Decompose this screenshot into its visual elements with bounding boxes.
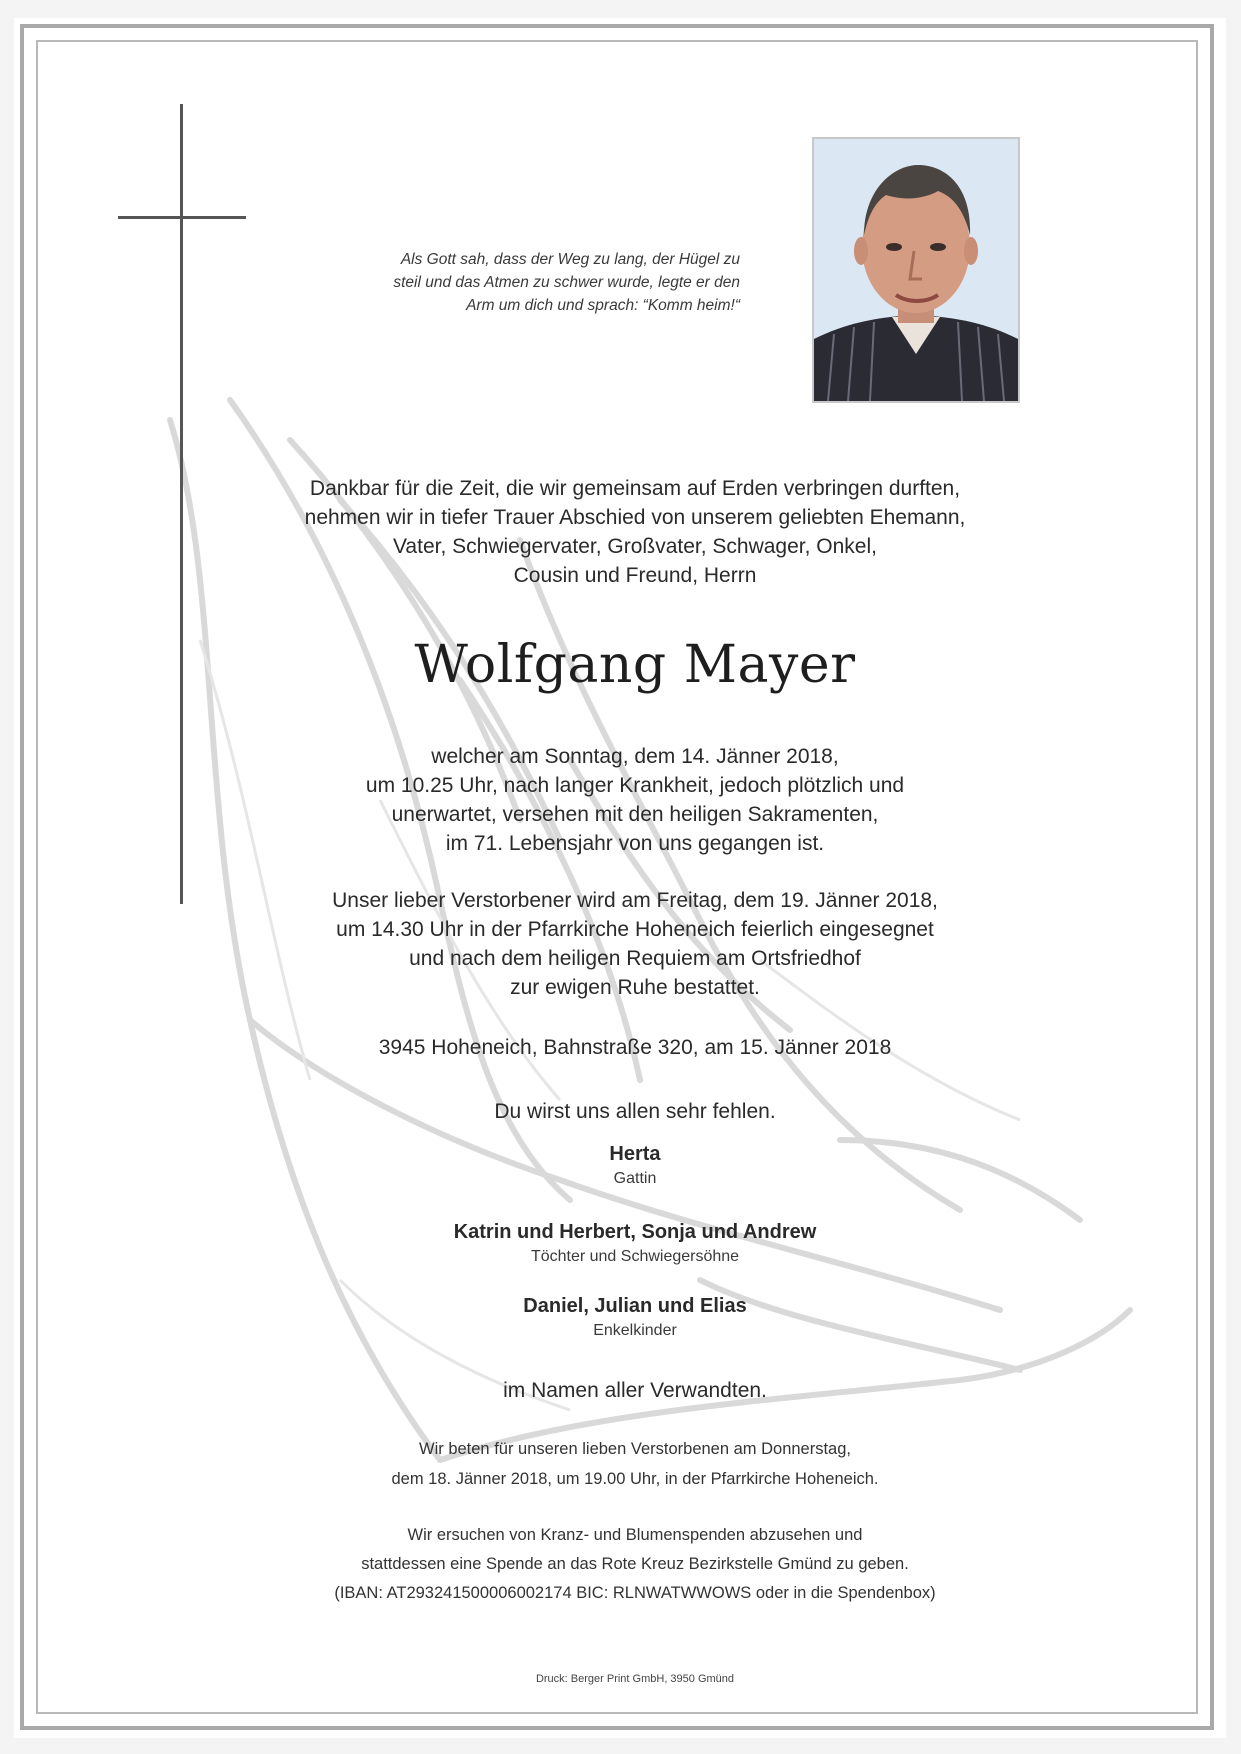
intro-text (140, 474, 1130, 590)
family-role: Gattin (613, 1170, 657, 1187)
intro-line: nehmen wir in tiefer Trauer Abschied von unserem geliebten Ehemann, (304, 506, 966, 529)
intro-line: Cousin und Freund, Herrn (513, 564, 757, 587)
place-date: 3945 Hoheneich, Bahnstraße 320, am 15. Jänner 2018 (378, 1036, 892, 1059)
intro-line: Vater, Schwiegervater, Großvater, Schwager, Onkel, (392, 535, 877, 558)
donation-notice (140, 1521, 1130, 1608)
death-line: unerwartet, versehen mit den heiligen Sakramenten, (391, 803, 879, 826)
portrait-illustration (814, 139, 1018, 401)
family-names: Katrin und Herbert, Sonja und Andrew (453, 1221, 817, 1243)
portrait-photo (812, 137, 1020, 403)
death-line: um 10.25 Uhr, nach langer Krankheit, jedoch plötzlich und (365, 774, 905, 797)
burial-line: um 14.30 Uhr in der Pfarrkirche Hoheneich feierlich eingesegnet (336, 918, 934, 941)
cross-crossbar (118, 216, 246, 219)
quote-line: Als Gott sah, dass der Weg zu lang, der Hügel zu (400, 251, 740, 268)
family-role: Enkelkinder (593, 1322, 677, 1339)
family-group-spouse (140, 1140, 1130, 1190)
burial-line: zur ewigen Ruhe bestattet. (510, 976, 760, 999)
intro-line: Dankbar für die Zeit, die wir gemeinsam auf Erden verbringen durften, (309, 477, 961, 500)
family-group-grandchildren (140, 1292, 1130, 1342)
death-line: welcher am Sonntag, dem 14. Jänner 2018, (431, 745, 839, 768)
prayer-line: Wir beten für unseren lieben Verstorbenen am Donnerstag, (419, 1440, 851, 1458)
relatives-line: im Namen aller Verwandten. (503, 1379, 767, 1402)
prayer-notice (140, 1434, 1130, 1494)
memorial-quote (300, 248, 740, 317)
quote-line: Arm um dich und sprach: “Komm heim!“ (466, 297, 740, 314)
family-names: Herta (609, 1143, 661, 1165)
family-group-children (140, 1218, 1130, 1268)
donation-line: Wir ersuchen von Kranz- und Blumenspenden abzusehen und (407, 1526, 863, 1544)
burial-line: und nach dem heiligen Requiem am Ortsfriedhof (409, 947, 861, 970)
prayer-line: dem 18. Jänner 2018, um 19.00 Uhr, in der Pfarrkirche Hoheneich. (391, 1470, 879, 1488)
donation-line: stattdessen eine Spende an das Rote Kreuz Bezirkstelle Gmünd zu geben. (361, 1555, 909, 1573)
donation-line: (IBAN: AT293241500006002174 BIC: RLNWATWWOWS oder in die Spendenbox) (334, 1584, 936, 1602)
death-notice (140, 742, 1130, 858)
burial-notice (140, 886, 1130, 1002)
family-role: Töchter und Schwiegersöhne (530, 1248, 740, 1265)
death-line: im 71. Lebensjahr von uns gegangen ist. (445, 832, 825, 855)
family-names: Daniel, Julian und Elias (523, 1295, 747, 1317)
deceased-name: Wolfgang Mayer (414, 635, 856, 695)
printer-credit: Druck: Berger Print GmbH, 3950 Gmünd (535, 1673, 735, 1685)
burial-line: Unser lieber Verstorbener wird am Freitag, dem 19. Jänner 2018, (332, 889, 938, 912)
quote-line: steil und das Atmen zu schwer wurde, legte er den (393, 274, 740, 291)
farewell-line: Du wirst uns allen sehr fehlen. (494, 1100, 776, 1123)
